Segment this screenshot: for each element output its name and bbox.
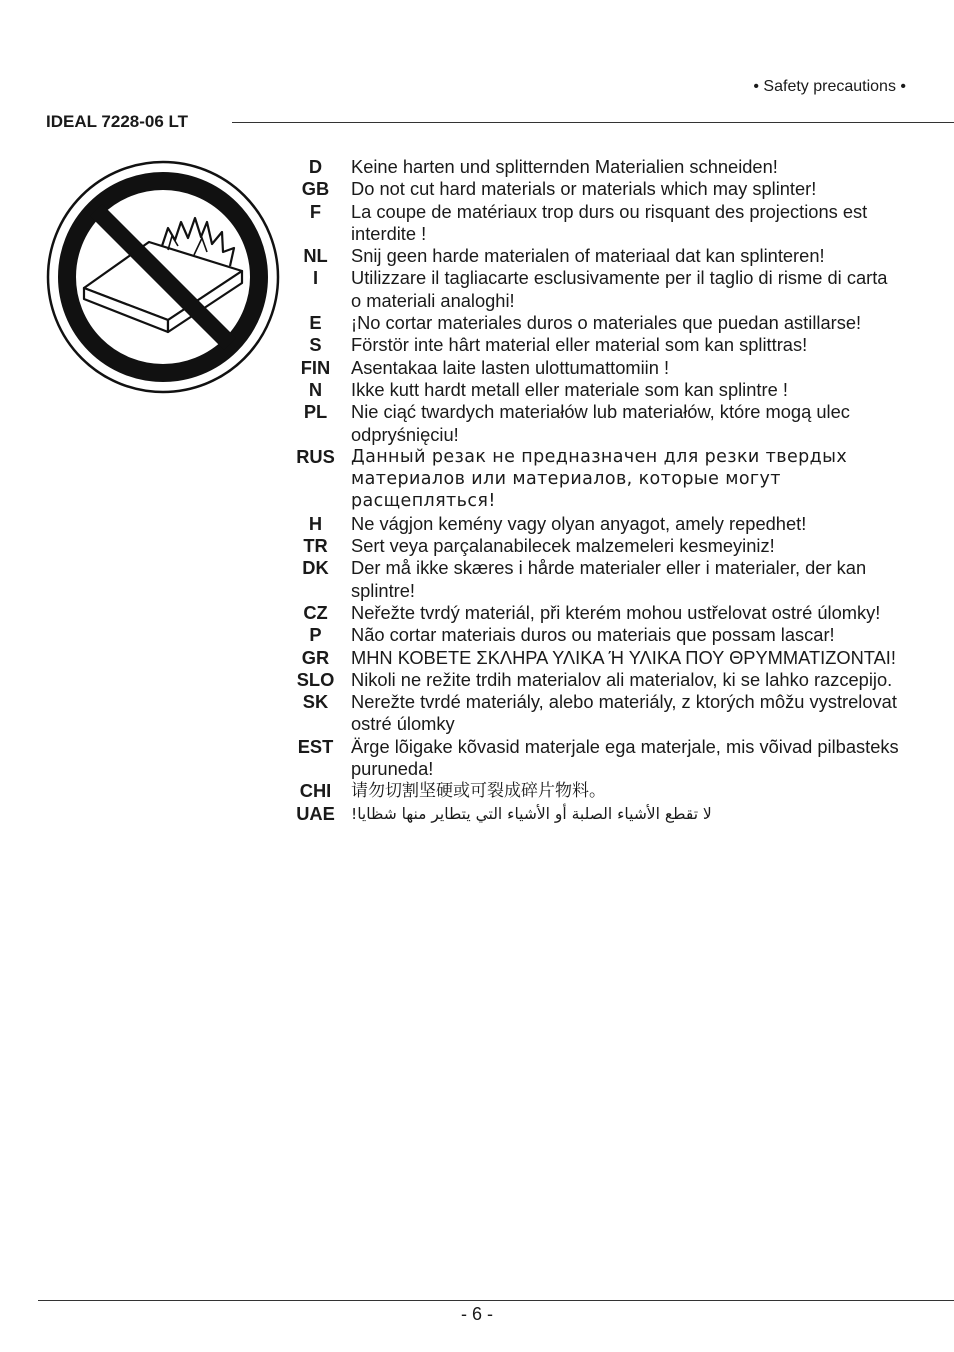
warning-text: Não cortar materiais duros ou materiais que possam lascar! — [351, 624, 835, 646]
language-code: CZ — [303, 601, 328, 623]
language-code: I — [312, 267, 319, 289]
warning-text: ΜΗΝ ΚΟΒΕΤΕ ΣΚΛΗΡΑ ΥΛΙΚΑ Ή ΥΛΙΚΑ ΠΟΥ ΘΡΥΜΜΑΤΙΖΟΝΤΑΙ! — [351, 646, 896, 668]
language-code: DK — [302, 557, 329, 579]
warning-row — [290, 780, 900, 802]
warning-row — [290, 267, 900, 312]
model-header — [46, 112, 954, 134]
no-cutting-hard-materials-icon — [44, 158, 282, 396]
language-code: H — [308, 512, 323, 534]
warning-text: Nikoli ne režite trdih materialov ali materialov, ki se lahko razcepijo. — [351, 668, 893, 690]
header-rule — [232, 122, 954, 123]
language-code: F — [309, 200, 322, 222]
warning-text: Ikke kutt hardt metall eller materiale som kan splintre ! — [351, 378, 788, 400]
warning-row — [290, 178, 900, 200]
model-title: IDEAL 7228-06 LT — [46, 112, 196, 132]
language-code: TR — [303, 535, 328, 557]
warning-text: Данный резак не предназначен для резки твердых материалов или материалов, которые могут расщепляться! — [351, 446, 848, 512]
warning-text: Do not cut hard materials or materials which may splinter! — [351, 178, 817, 200]
language-code: D — [308, 156, 323, 177]
warning-row — [290, 736, 900, 781]
warning-text: Utilizzare il tagliacarte esclusivamente per il taglio di risme di carta o materiali analoghi! — [351, 267, 888, 311]
language-code: RUS — [296, 445, 335, 467]
language-code: NL — [303, 245, 328, 267]
warning-row — [290, 201, 900, 246]
warning-row — [290, 602, 900, 624]
section-title: • Safety precautions • — [753, 78, 906, 95]
warning-text: Ärge lõigake kõvasid materjale ega materjale, mis võivad pilbasteks puruneda! — [351, 735, 899, 780]
warning-row — [290, 669, 900, 691]
warning-text: Förstör inte hârt material eller material som kan splittras! — [351, 334, 808, 356]
warning-row — [290, 446, 900, 513]
language-code: N — [308, 378, 323, 400]
warning-row — [290, 357, 900, 379]
footer-rule — [38, 1300, 954, 1301]
warning-row — [290, 624, 900, 646]
warning-text: La coupe de matériaux trop durs ou risquant des projections est interdite ! — [351, 200, 868, 244]
warning-text: Neřežte tvrdý materiál, při kterém mohou ustřelovat ostré úlomky! — [351, 601, 881, 623]
warning-text: Keine harten und splitternden Materialien schneiden! — [351, 156, 778, 177]
warning-row — [290, 803, 900, 825]
language-code: SLO — [296, 668, 335, 690]
warning-text: Nie ciąć twardych materiałów lub materiałów, które mogą ulec odpryśnięciu! — [351, 401, 850, 445]
warning-row — [290, 557, 900, 602]
warning-text: Ne vágjon kemény vagy olyan anyagot, amely repedhet! — [351, 512, 807, 534]
warning-text: ¡No cortar materiales duros o materiales que puedan astillarse! — [351, 312, 862, 334]
language-code: UAE — [296, 802, 335, 824]
language-code: S — [309, 334, 322, 356]
warning-row — [290, 513, 900, 535]
warning-row — [290, 647, 900, 669]
page-number: - 6 - — [460, 1304, 493, 1324]
warning-text: Snij geen harde materialen of materiaal dat kan splinteren! — [351, 245, 825, 267]
warning-text: Nerežte tvrdé materiály, alebo materiály, z ktorých môžu vystrelovat ostré úlomky — [351, 691, 897, 735]
warning-row — [290, 691, 900, 736]
warning-row — [290, 379, 900, 401]
language-code: SK — [302, 691, 329, 713]
warning-row — [290, 334, 900, 356]
warning-text: Asentakaa laite lasten ulottumattomiin ! — [351, 356, 670, 378]
warning-text: 请勿切割坚硬或可裂成碎片物料。 — [351, 781, 606, 802]
language-code: CHI — [299, 780, 332, 802]
warning-text: Der må ikke skæres i hårde materialer eller i materialer, der kan splintre! — [351, 557, 867, 601]
language-code: GB — [301, 178, 330, 200]
warning-row — [290, 535, 900, 557]
warning-row — [290, 156, 900, 178]
language-code: E — [309, 312, 322, 334]
warning-text: Sert veya parçalanabilecek malzemeleri kesmeyiniz! — [351, 535, 775, 557]
language-code: GR — [301, 646, 330, 668]
language-code: P — [309, 624, 322, 646]
language-code: PL — [303, 401, 328, 423]
warning-row — [290, 312, 900, 334]
warning-row — [290, 401, 900, 446]
language-code: EST — [297, 735, 334, 757]
warning-text: لا تقطع الأشياء الصلبة أو الأشياء التي يتطاير منها شظايا! — [351, 804, 712, 823]
language-code: FIN — [300, 356, 331, 378]
warning-list — [290, 156, 900, 825]
warning-row — [290, 245, 900, 267]
